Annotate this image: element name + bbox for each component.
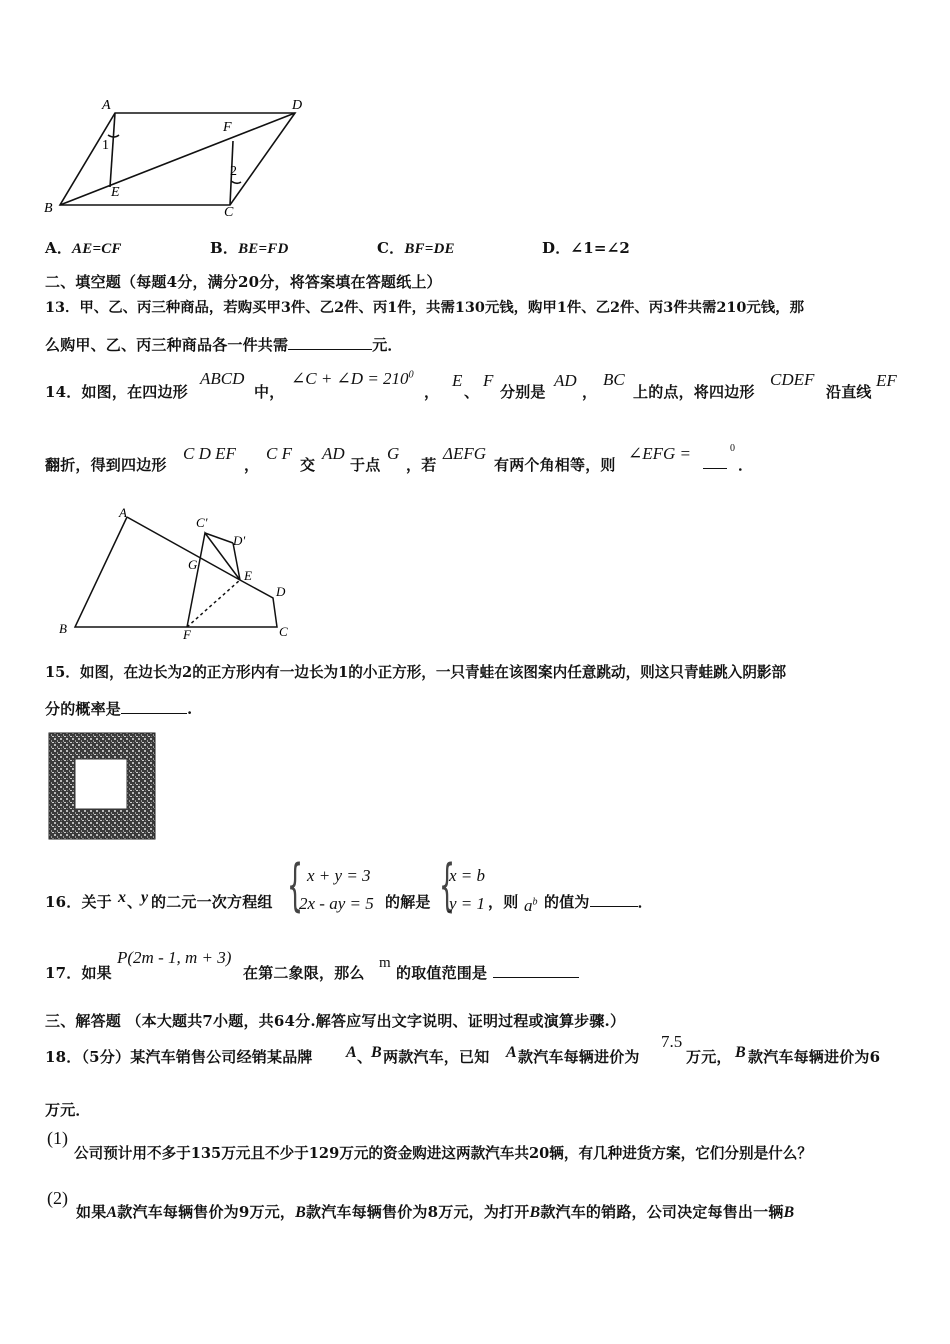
q16-t1: 16．关于 [45, 893, 112, 911]
section-3-heading: 三、解答题 （本大题共7小题，共64分.解答应写出文字说明、证明过程或演算步骤.） [45, 1012, 626, 1030]
q16-system-brace: { [287, 853, 304, 918]
q14-angle-sum [291, 369, 414, 389]
label-b: B [44, 201, 53, 216]
option-c-text: BF=DE [404, 241, 455, 257]
q18-part2-B2: B [529, 1204, 541, 1221]
q14-ad: AD [554, 371, 577, 390]
q13-answer-blank[interactable] [288, 335, 372, 350]
q15-line1: 15．如图，在边长为2的正方形内有一边长为1的小正方形，一只青蛙在该图案内任意跳动，则这只青蛙跳入阴影部 [45, 664, 787, 681]
q16-sol1: x = b [449, 866, 486, 885]
option-b-text: BE=FD [238, 241, 289, 257]
q18-t3: 两款汽车，已知 [383, 1048, 490, 1066]
q15-line2: 分的概率是 . [45, 700, 193, 718]
diagonal-bd [60, 113, 295, 205]
q16-a: a [524, 896, 533, 915]
q14-cdef: CDEF [770, 370, 815, 389]
angle-2-arc [231, 181, 241, 183]
q16-b-sup: b [532, 896, 538, 908]
q18-t7: 万元． [45, 1101, 91, 1119]
q18-part2-A: A [106, 1204, 118, 1221]
label-a: A [102, 98, 111, 113]
q16-eq2: 2x - ay = 5 [299, 894, 374, 913]
label-g: G [188, 557, 198, 572]
label-b: B [59, 621, 67, 636]
q18-part2-d: 款汽车的销路，公司决定每售出一辆 [540, 1203, 784, 1221]
label-d: D [276, 584, 286, 599]
q14-ef: EF [876, 371, 897, 390]
q15-line2-text: 分的概率是 [45, 700, 122, 718]
segment-ae [110, 113, 115, 187]
q18-part2-b: 款汽车每辆售价为9万元， [117, 1203, 296, 1221]
q14-t13: ，若 [406, 456, 437, 474]
q18-part2-line [76, 1201, 794, 1222]
q14-angle-sum-text: ∠C + ∠D = 210 [291, 369, 409, 388]
q17-t3-text: 的取值范围是 [396, 964, 488, 982]
option-b[interactable] [210, 237, 289, 258]
section-2-heading: 二、填空题（每题4分，满分20分，将答案填在答题纸上） [45, 273, 442, 291]
q16-t4: 的解是 [385, 893, 431, 911]
q14-t11: 交 [300, 456, 316, 474]
option-d-letter: D． [542, 239, 571, 257]
q14-t4: 、 [464, 383, 480, 401]
q14-abcd: ABCD [200, 369, 245, 388]
q16-answer-blank[interactable] [590, 892, 638, 907]
label-d: D [292, 98, 303, 113]
q14-cf: C F [266, 444, 292, 463]
q14-cdef-folded: C D EF [183, 444, 236, 463]
q18-price: 7.5 [661, 1032, 683, 1051]
q16-t2: 、 [127, 893, 143, 911]
q14-label: 14．如图，在四边形 [45, 383, 188, 401]
q16-t5: ，则 [488, 893, 519, 911]
q18-a: A [346, 1044, 357, 1061]
option-c-letter: C． [377, 239, 405, 257]
q16-eq1: x + y = 3 [307, 866, 371, 885]
label-f: F [223, 120, 232, 135]
q18-part2-B: B [295, 1204, 306, 1221]
q16-sol2: y = 1 [449, 894, 486, 913]
q14-degree-2: 0 [730, 443, 735, 454]
q16-t3: 的二元一次方程组 [151, 893, 273, 911]
q14-g: G [387, 444, 400, 463]
label-d-prime: D' [233, 533, 246, 548]
label-e: E [111, 185, 120, 200]
q17-t1: 17．如果 [45, 964, 112, 982]
q13-line2-text: 么购甲、乙、丙三种商品各一件共需 [45, 336, 289, 354]
q14-f: F [483, 371, 494, 390]
q14-t15: ． [738, 456, 754, 474]
q14-answer-blank[interactable] [703, 454, 727, 469]
q14-t7: 上的点，将四边形 [633, 383, 755, 401]
q17-point: P(2m - 1, m + 3) [117, 948, 232, 967]
shaded-square-figure [48, 732, 156, 840]
q16-t6: 的值为 ． [544, 893, 653, 911]
q18-t5: 万元， [686, 1048, 732, 1066]
q16-x: x [118, 889, 126, 906]
q14-t9: 翻折，得到四边形 [45, 456, 167, 474]
q17-m: m [379, 955, 391, 971]
label-f: F [183, 627, 191, 642]
option-a-letter: A． [45, 239, 73, 257]
q16-solution-brace: { [439, 853, 456, 918]
q18-b2: B [735, 1044, 746, 1061]
q18-part1-text: 公司预计用不多于135万元且不少于129万元的资金购进这两款汽车共20辆，有几种进货方案，它们分别是什么？ [74, 1145, 812, 1162]
q13-line1: 13．甲、乙、丙三种商品，若购买甲3件、乙2件、丙1件，共需130元钱，购甲1件、乙2件、丙3件共需210元钱，那 [45, 299, 804, 316]
quadrilateral-fold-figure [55, 505, 305, 645]
option-d-text: ∠1=∠2 [570, 239, 631, 257]
q18-a2: A [506, 1044, 517, 1061]
q16-t6-text: 的值为 [544, 893, 590, 911]
q14-t8: 沿直线 [826, 383, 872, 401]
q17-answer-blank[interactable] [493, 963, 579, 978]
parallelogram-figure [40, 95, 310, 220]
q18-part2-number: (2) [47, 1188, 68, 1208]
q16-y: y [141, 889, 149, 906]
q18-part2-B3: B [783, 1204, 795, 1221]
q16-ab [524, 896, 538, 916]
q18-t2: 、 [357, 1048, 373, 1066]
option-c[interactable] [377, 237, 455, 258]
q18-t1: 18．（5分）某汽车销售公司经销某品牌 [45, 1048, 313, 1066]
q18-t6: 款汽车每辆进价为6 [748, 1048, 881, 1066]
option-a[interactable] [45, 237, 122, 258]
label-angle-2: 2 [230, 164, 237, 179]
q18-part1-number: (1) [47, 1128, 68, 1148]
option-d[interactable] [542, 237, 630, 258]
q14-ad2: AD [322, 444, 345, 463]
label-c-prime: C' [196, 515, 208, 530]
q18-b: B [371, 1044, 382, 1061]
q14-degree: 0 [408, 369, 414, 381]
q18-t4: 款汽车每辆进价为 [518, 1048, 640, 1066]
label-c: C [224, 205, 234, 220]
q18-part2-a: 如果 [76, 1203, 107, 1221]
q17-t3 [396, 962, 579, 983]
q18-part2-c: 款汽车每辆售价为8万元，为打开 [306, 1203, 530, 1221]
q14-t2: 中， [254, 383, 285, 401]
label-c: C [279, 624, 288, 639]
q13-line2-unit: 元． [372, 336, 403, 354]
q14-t6: ， [582, 383, 598, 401]
q14-e: E [452, 371, 463, 390]
q14-t10: ， [244, 456, 260, 474]
q14-t14: 有两个角相等，则 [494, 456, 616, 474]
option-b-letter: B． [210, 239, 239, 257]
option-a-text: AE=CF [72, 241, 122, 257]
label-angle-1: 1 [102, 138, 109, 153]
q14-bc: BC [603, 370, 625, 389]
q15-answer-blank[interactable] [121, 699, 187, 714]
q14-efg: ΔEFG [443, 444, 487, 463]
q17-t2: 在第二象限，那么 [243, 964, 365, 982]
q14-angle-efg: ∠EFG = [628, 444, 692, 463]
q14-t3: ， [424, 383, 440, 401]
q14-t12: 于点 [350, 456, 381, 474]
inner-square-blank [75, 759, 127, 809]
label-a: A [119, 505, 127, 520]
q13-line2 [45, 334, 403, 355]
q14-t5: 分别是 [500, 383, 546, 401]
label-e: E [244, 568, 252, 583]
